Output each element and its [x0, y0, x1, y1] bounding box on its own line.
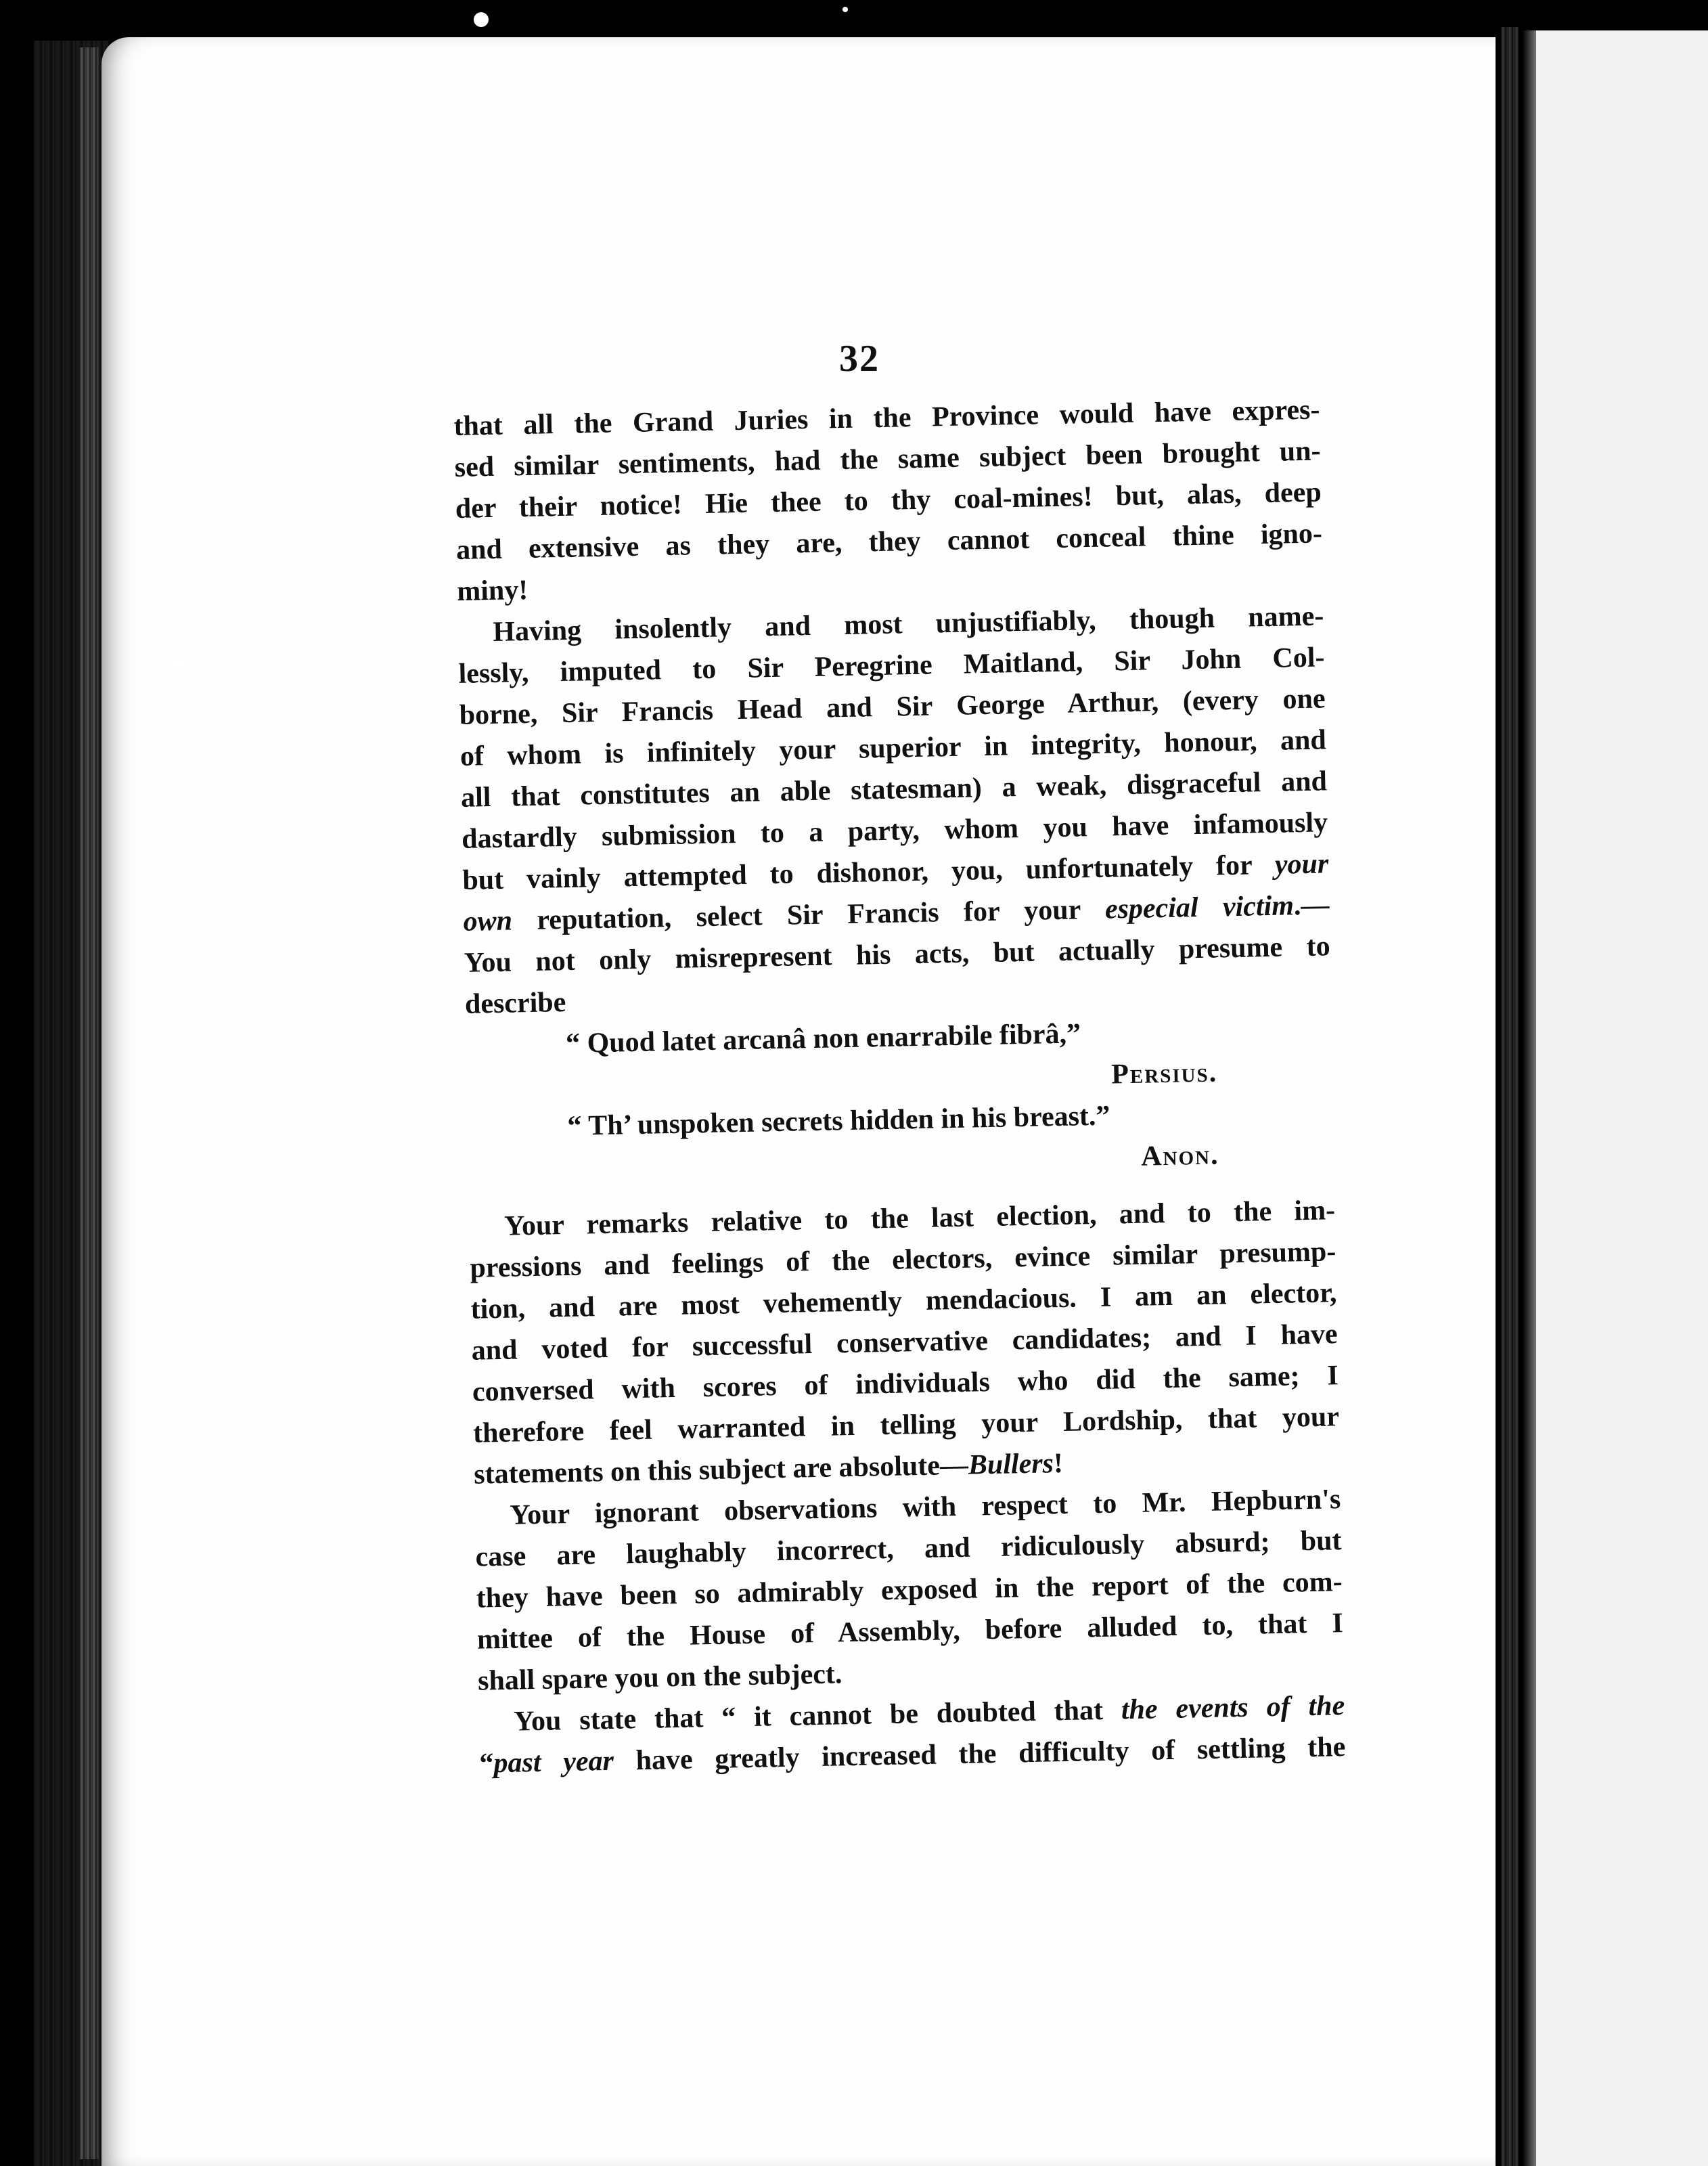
text-run: that all the Grand Juries in the Province would have expres- — [453, 394, 1320, 442]
text-run: all that constitutes an able statesman) a weak, disgraceful and — [460, 766, 1328, 814]
ink-speck — [474, 12, 489, 27]
book-spine-edge — [80, 47, 99, 2159]
text-run: shall spare you on the subject. — [477, 1658, 842, 1697]
text-run: mittee of the House of Assembly, before alluded to, that I — [476, 1608, 1344, 1656]
text-run: have greatly increased the difficulty of settling the — [613, 1731, 1346, 1777]
italic-text: especial victim — [1104, 890, 1295, 925]
text-run: pressions and feelings of the electors, evince similar presump- — [470, 1236, 1336, 1284]
text-run: borne, Sir Francis Head and Sir George Arthur, (every one — [459, 683, 1326, 731]
text-run: describe — [464, 986, 566, 1020]
text-run: lessly, imputed to Sir Peregrine Maitland, Sir John Col- — [458, 642, 1325, 690]
italic-text: Bullers — [968, 1448, 1054, 1481]
text-run: conversed with scores of individuals who did the same; I — [472, 1360, 1339, 1408]
text-run: Having insolently and most unjustifiably, though name- — [492, 600, 1324, 648]
text-run: “ Quod latet arcanâ non enarrabile fibrâ,” — [565, 1018, 1081, 1059]
text-run: You state that “ it cannot be doubted that — [513, 1694, 1122, 1738]
text-run: der their notice! Hie thee to thy coal-mines! but, alas, deep — [455, 477, 1322, 525]
text-run: “ — [479, 1748, 494, 1780]
text-run: miny! — [456, 574, 529, 607]
body-text — [453, 389, 1346, 1784]
text-run: reputation, select Sir Francis for your — [512, 893, 1106, 937]
text-run: Persius. — [1110, 1057, 1218, 1090]
right-page-edge — [1501, 27, 1519, 2166]
ink-speck — [176, 660, 182, 666]
text-run: case are laughably incorrect, and ridiculously absurd; but — [475, 1525, 1342, 1573]
text-run: Anon. — [1140, 1139, 1219, 1172]
italic-text: your — [1274, 848, 1329, 881]
text-run: ! — [1053, 1447, 1064, 1480]
text-run: Your ignorant observations with respect to Mr. Hepburn's — [510, 1484, 1341, 1531]
page-number: 32 — [839, 338, 880, 380]
text-run: and voted for successful conservative candidates; and I have — [471, 1319, 1339, 1367]
text-run: but vainly attempted to dishonor, you, unfortunately for — [462, 849, 1276, 896]
right-page — [1523, 30, 1708, 2166]
italic-text: past year — [493, 1745, 614, 1780]
text-run: sed similar sentiments, had the same subject been brought un- — [454, 435, 1321, 483]
italic-text: the events of the — [1121, 1690, 1345, 1726]
text-run: therefore feel warranted in telling your Lordship, that your — [472, 1401, 1340, 1449]
text-run: statements on this subject are absolute— — [473, 1449, 969, 1490]
text-run: of whom is infinitely your superior in integrity, honour, and — [459, 724, 1327, 772]
italic-text: own — [463, 905, 513, 937]
text-run: tion, and are most vehemently mendacious. I am an elector, — [470, 1277, 1337, 1325]
text-run: .— — [1293, 889, 1330, 922]
text-run: and extensive as they are, they cannot conceal thine igno- — [455, 518, 1323, 566]
ink-speck — [842, 7, 848, 12]
text-run: they have been so admirably exposed in the report of the com- — [476, 1566, 1343, 1614]
text-run: Your remarks relative to the last election, and to the im- — [503, 1195, 1336, 1242]
text-run: You not only misrepresent his acts, but actually presume to — [464, 931, 1331, 979]
text-run: “ Th’ unspoken secrets hidden in his breast.” — [567, 1100, 1110, 1142]
text-run: dastardly submission to a party, whom you have infamously — [461, 807, 1328, 855]
